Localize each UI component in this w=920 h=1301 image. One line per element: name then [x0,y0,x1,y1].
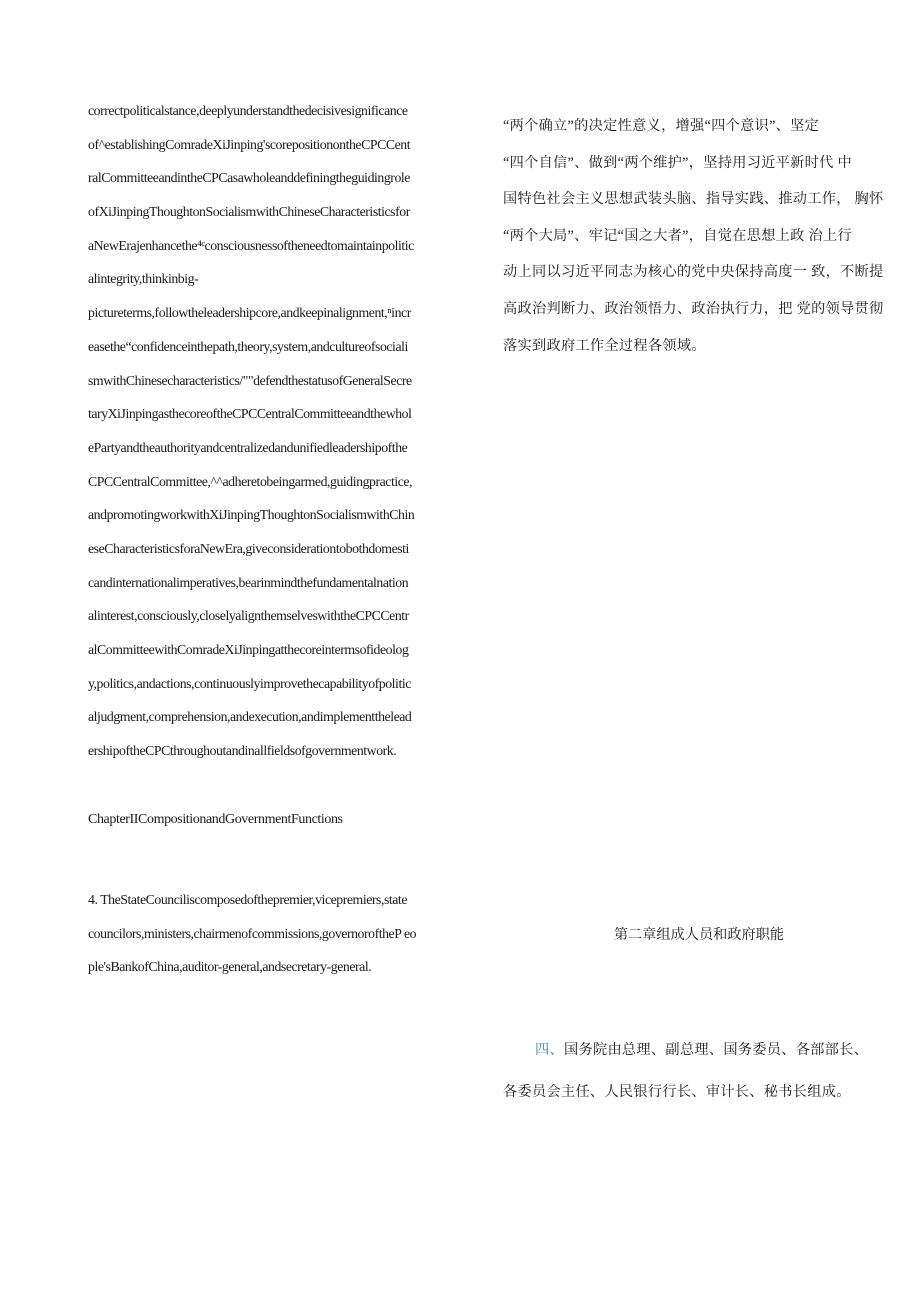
english-article-4 [88,883,488,984]
english-line: aNewErajenhancethe⁴ᶜconsciousnessoftheneedtomaintainpolitic [88,237,414,253]
english-line: pictureterms,followtheleadershipcore,andkeepinalignment,ⁿincr [88,305,411,321]
chinese-paragraph [503,108,895,364]
chinese-line: “两个确立”的决定性意义，增强“四个意识”、坚定 [503,118,820,134]
english-line: candinternationalimperatives,bearinmindthefundamentalnation [88,574,409,590]
english-line: alintegrity,thinkinbig- [88,271,199,287]
english-line: alinterest,consciously,closelyalignthemselveswiththeCPCCentr [88,608,409,624]
chinese-chapter-heading: 第二章组成人员和政府职能 [613,927,785,943]
english-line: alCommitteewithComradeXiJinpingatthecoreintermsofideolog [88,642,409,657]
english-paragraph [88,94,484,768]
english-line: eseCharacteristicsforaNewEra,giveconsiderationtobothdomesti [88,540,409,556]
english-line: andpromotingworkwithXiJinpingThoughtonSocialismwithChin [88,507,415,523]
english-line: ofXiJinpingThoughtonSocialismwithChineseCharacteristicsfor [88,204,410,220]
english-line: ershipoftheCPCthroughoutandinallfieldsofgovernmentwork. [88,743,397,759]
english-line: taryXiJinpingasthecoreoftheCPCCentralCommitteeandthewhol [88,406,412,422]
english-line: councilors,ministers,chairmenofcommissions,governoroftheP eo [88,925,417,941]
chinese-line: 落实到政府工作全过程各领域。 [503,337,706,354]
english-line: correctpoliticalstance,deeplyunderstandthedecisivesignificance [88,103,408,118]
english-line: of^establishingComradeXiJinping'scorepositionontheCPCCent [88,136,411,152]
chinese-line: “四个自信”、做到“两个维护”，坚持用习近平新时代 中 [503,154,852,171]
article-number: 四、 [535,1042,564,1058]
english-line: ralCommitteeandintheCPCasawholeanddefiningtheguidingrole [88,170,410,186]
chinese-line: 高政治判断力、政治领悟力、政治执行力，把 党的领导贯彻 [503,300,884,317]
english-line: smwithChinesecharacteristics/""defendthestatusofGeneralSecre [88,372,412,388]
chinese-line: “两个大局”、牢记“国之大者”，自觉在思想上政 治上行 [503,227,852,244]
english-line: CPCCentralCommittee,^^adheretobeingarmed,guidingpractice, [88,473,413,489]
chinese-line: 各委员会主任、人民银行行长、审计长、秘书长组成。 [503,1084,851,1100]
english-line: ple'sBankofChina,auditor-general,andsecretary-general. [88,959,372,975]
chinese-article-4 [503,1029,895,1113]
english-chapter-heading: ChapterIICompositionandGovernmentFunctions [88,812,343,827]
chinese-line [503,1029,895,1071]
chinese-line-text: 国务院由总理、副总理、国务委员、各部部长、 [563,1042,869,1058]
chinese-line: 动上同以习近平同志为核心的党中央保持高度一 致，不断提 [503,264,884,281]
english-line: ePartyandtheauthorityandcentralizedandunifiedleadershipofthe [88,439,408,455]
english-line: 4. TheStateCounciliscomposedofthepremier,vicepremiers,state [88,892,407,907]
chinese-line: 国特色社会主义思想武装头脑、指导实践、推动工作， 胸怀 [503,191,884,208]
english-line: y,politics,andactions,continuouslyimprovethecapabilityofpolitic [88,675,411,691]
english-line: aljudgment,comprehension,andexecution,andimplementthelead [88,709,412,725]
english-line: easethe“confidenceinthepath,theory,system,andcultureofsociali [88,338,408,354]
